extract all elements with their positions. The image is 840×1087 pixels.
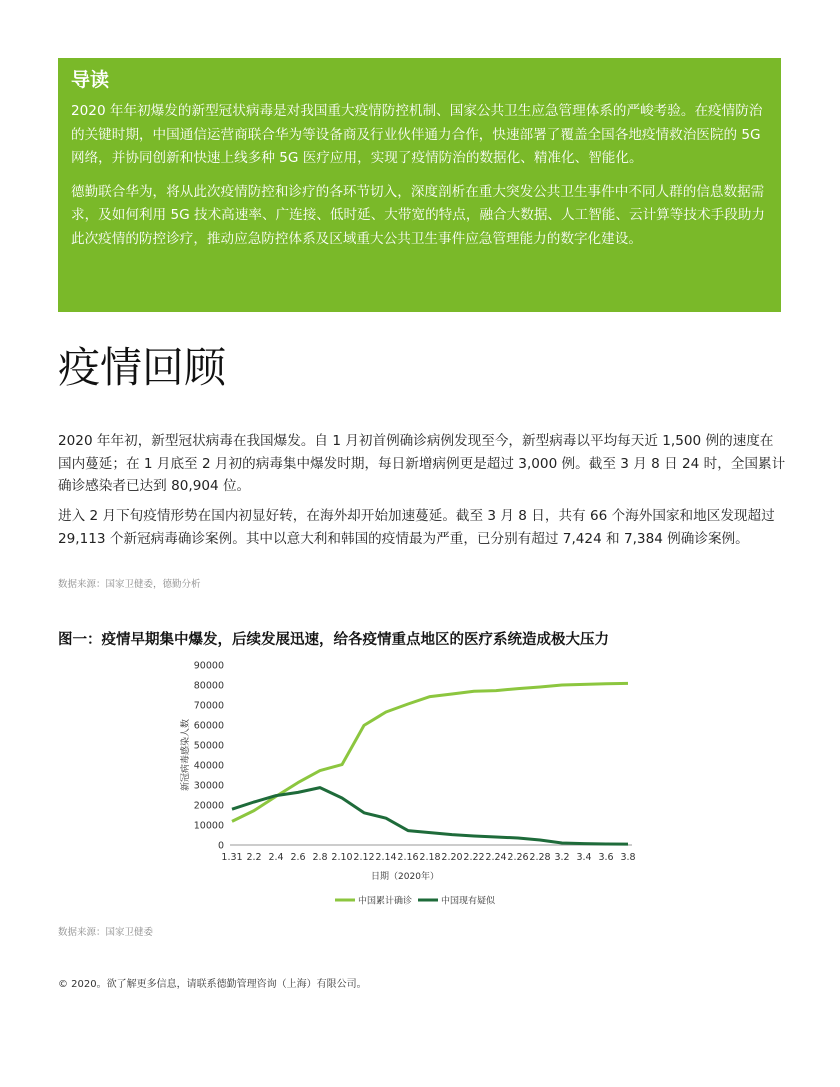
y-tick-label: 30000 [193, 780, 224, 792]
y-tick-label: 80000 [193, 680, 224, 692]
intro-paragraph-1: 2020 年年初爆发的新型冠状病毒是对我国重大疫情防控机制、国家公共卫生应急管理体系的严峻考验。在疫情防治的关键时期，中国通信运营商联合华为等设备商及行业伙伴通力合作，快速部署了覆盖全国各地疫情救治医院的 5G 网络，并协同创新和快速上线多种 5G 医疗应用，实现了疫情防治的数据化、精准化、智能化。 [71, 103, 763, 166]
x-tick-label: 3.6 [598, 852, 614, 863]
copyright: © 2020。欲了解更多信息，请联系德勤管理咨询（上海）有限公司。 [58, 979, 367, 990]
intro-box [58, 58, 781, 312]
x-tick-label: 3.4 [576, 852, 592, 863]
legend [335, 895, 496, 907]
section-title: 疫情回顾 [58, 343, 227, 392]
y-tick-label: 90000 [193, 660, 224, 672]
x-tick-label: 2.12 [353, 852, 375, 863]
series-lines [232, 683, 628, 844]
x-tick-label: 2.4 [268, 852, 284, 863]
figure-source: 数据来源：国家卫健委 [58, 927, 154, 938]
y-tick-label: 50000 [193, 740, 224, 752]
x-axis [221, 852, 635, 863]
series-line-0 [232, 683, 628, 821]
y-tick-label: 60000 [193, 720, 224, 732]
x-tick-label: 2.16 [397, 852, 419, 863]
x-tick-label: 1.31 [221, 852, 243, 863]
y-axis-label: 新冠病毒感染人数 [181, 718, 191, 792]
x-tick-label: 2.8 [312, 852, 328, 863]
y-tick-label: 70000 [193, 700, 224, 712]
intro-title: 导读 [71, 69, 110, 91]
legend-label: 中国累计确诊 [358, 896, 413, 907]
x-tick-label: 2.6 [290, 852, 306, 863]
section-paragraph-1: 2020 年年初，新型冠状病毒在我国爆发。自 1 月初首例确诊病例发现至今，新型病毒以平均每天近 1,500 例的速度在国内蔓延；在 1 月底至 2 月初的病毒集中爆发时期，每日新增病例更是超过 3,000 例。截至 3 月 8 日 24 时，全国累计确诊感染者已达到 80,904 位。 [58, 433, 786, 495]
y-tick-label: 40000 [193, 760, 224, 772]
figure-title: 图一：疫情早期集中爆发，后续发展迅速，给各疫情重点地区的医疗系统造成极大压力 [58, 632, 609, 648]
x-tick-label: 3.8 [620, 852, 636, 863]
section-source: 数据来源：国家卫健委，德勤分析 [58, 579, 201, 590]
x-axis-label: 日期（2020年） [371, 872, 439, 882]
y-axis [194, 661, 224, 852]
line-chart [150, 655, 670, 917]
x-tick-label: 2.26 [507, 852, 529, 863]
y-tick-label: 0 [217, 840, 224, 852]
x-tick-label: 2.10 [331, 852, 353, 863]
y-tick-label: 20000 [193, 800, 224, 812]
x-tick-label: 3.2 [554, 852, 570, 863]
intro-paragraph-2: 德勤联合华为，将从此次疫情防控和诊疗的各环节切入，深度剖析在重大突发公共卫生事件中不同人群的信息数据需求，及如何利用 5G 技术高速率、广连接、低时延、大带宽的特点，融合大数据、人工智能、云计算等技术手段助力此次疫情的防控诊疗，推动应急防控体系及区域重大公共卫生事件应急管理能力的数字化建设。 [71, 183, 765, 247]
x-tick-label: 2.18 [419, 852, 441, 863]
section-paragraph-2: 进入 2 月下旬疫情形势在国内初显好转，在海外却开始加速蔓延。截至 3 月 8 日，共有 66 个海外国家和地区发现超过 29,113 个新冠病毒确诊案例。其中以意大利和韩国的疫情最为严重，已分别有超过 7,424 和 7,384 例确诊案例。 [58, 508, 775, 547]
x-tick-label: 2.20 [441, 852, 463, 863]
legend-label: 中国现有疑似 [441, 896, 496, 907]
x-tick-label: 2.2 [246, 852, 262, 863]
x-tick-label: 2.24 [485, 852, 507, 863]
x-tick-label: 2.28 [529, 852, 551, 863]
series-line-1 [232, 788, 628, 845]
y-tick-label: 10000 [193, 820, 224, 832]
x-tick-label: 2.14 [375, 852, 397, 863]
x-tick-label: 2.22 [463, 852, 485, 863]
